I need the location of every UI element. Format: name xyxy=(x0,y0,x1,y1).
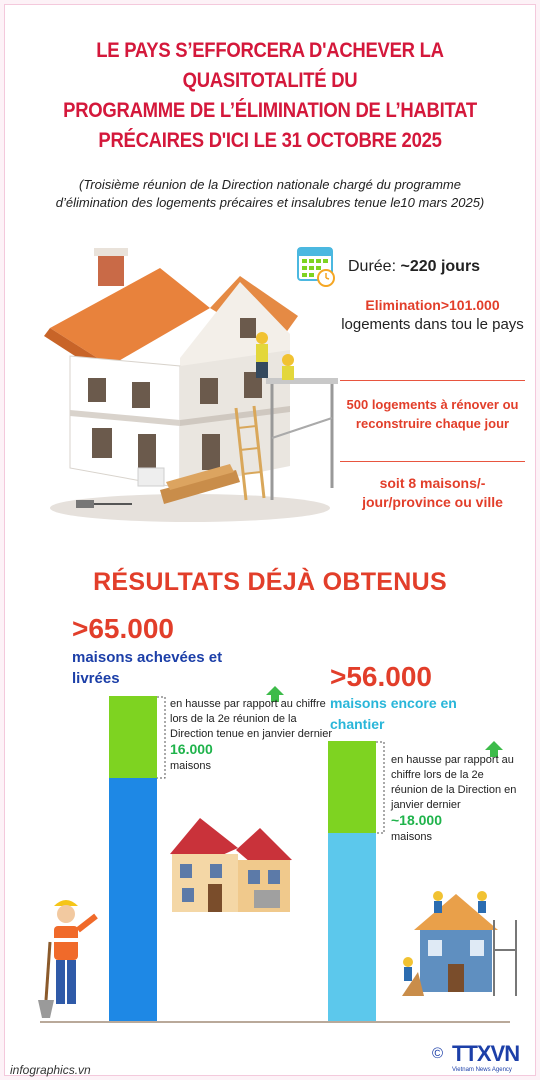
in-progress-note xyxy=(391,753,521,845)
duration-text xyxy=(348,258,480,276)
ttxvn-logo xyxy=(452,1041,532,1073)
subtitle-line-1: (Troisième réunion de la Direction nationale chargé du programme xyxy=(78,177,461,192)
construction-house-illustration xyxy=(398,880,522,1000)
completed-bar-increase xyxy=(109,696,157,778)
divider xyxy=(340,380,525,381)
in-progress-previous-unit: maisons xyxy=(391,831,432,843)
duration-value: ~220 jours xyxy=(400,258,481,275)
title-line-1: LE PAYS S’EFFORCERA D'ACHEVER LA QUASITOTALITÉ DU xyxy=(96,39,444,92)
duration-label: Durée: xyxy=(348,258,401,275)
renovation-stat: 500 logements à rénover ou reconstruire chaque jour xyxy=(346,397,519,431)
completed-value: >65.000 xyxy=(72,613,174,644)
completed-previous-value: 16.000 xyxy=(170,741,213,757)
in-progress-previous-value: ~18.000 xyxy=(391,812,442,828)
completed-bracket xyxy=(157,696,171,780)
elimination-text: logements dans tou le pays xyxy=(341,316,524,333)
house-construction-illustration xyxy=(40,238,340,528)
in-progress-label: maisons encore en chantier xyxy=(330,695,457,732)
page-title xyxy=(32,36,507,156)
subtitle xyxy=(20,176,520,212)
completed-previous-unit: maisons xyxy=(170,760,211,772)
in-progress-bar-previous xyxy=(328,833,376,1022)
logo-text: TTXVN xyxy=(452,1041,520,1066)
in-progress-bracket xyxy=(376,741,390,835)
rate-stat: soit 8 maisons/- jour/province ou ville xyxy=(362,475,503,510)
completed-note-text: en hausse par rapport au chiffre lors de la 2e réunion de la Direction tenue en janvier dernier xyxy=(170,698,333,740)
copyright-icon: © xyxy=(432,1045,444,1062)
completed-label: maisons achevées et livrées xyxy=(72,649,223,687)
results-title: RÉSULTATS DÉJÀ OBTENUS xyxy=(93,568,447,596)
calendar-icon xyxy=(296,242,336,288)
worker-illustration xyxy=(36,892,106,1022)
completed-note xyxy=(170,697,340,774)
subtitle-line-2: d’élimination des logements précaires et insalubres tenue le10 mars 2025) xyxy=(55,195,485,210)
in-progress-bar-increase xyxy=(328,741,376,833)
title-line-3: PRÉCAIRES D'ICI LE 31 OCTOBRE 2025 xyxy=(98,129,442,152)
chart-baseline xyxy=(40,1021,510,1023)
elimination-highlight: Elimination>101.000 xyxy=(365,297,500,313)
source-text: infographics.vn xyxy=(10,1063,91,1077)
in-progress-note-text: en hausse par rapport au chiffre lors de la 2e réunion de la Direction en janvier dernier xyxy=(391,754,517,811)
logo-subtext: Vietnam News Agency xyxy=(452,1067,512,1073)
title-line-2: PROGRAMME DE L’ÉLIMINATION DE L’HABITAT xyxy=(63,99,477,122)
elimination-stat xyxy=(340,296,525,334)
finished-house-illustration xyxy=(150,812,300,916)
divider xyxy=(340,461,525,462)
in-progress-value: >56.000 xyxy=(330,661,432,692)
